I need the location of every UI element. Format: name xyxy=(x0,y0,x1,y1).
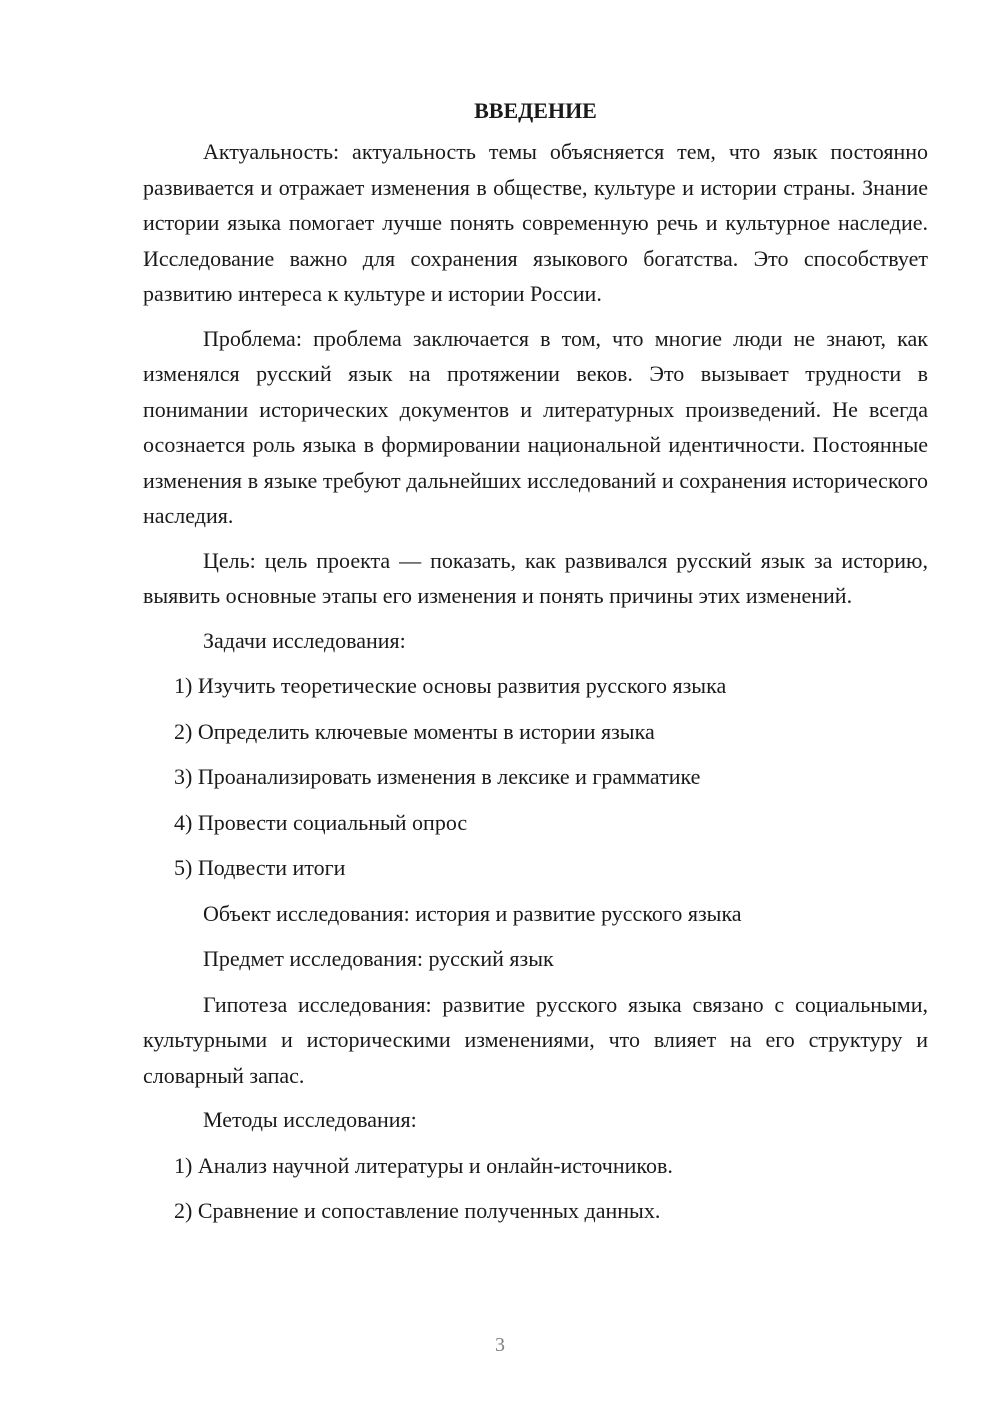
method-item: 1) Анализ научной литературы и онлайн-источников. xyxy=(174,1152,673,1178)
goal-paragraph: Цель: цель проекта — показать, как развивался русский язык за историю, выявить основные этапы его изменения и понять причины этих изменений. xyxy=(143,547,928,608)
paragraph-gap xyxy=(143,312,928,321)
paragraph-gap xyxy=(143,534,928,543)
document-page xyxy=(143,94,928,1239)
section-title: ВВЕДЕНИЕ xyxy=(474,98,597,123)
page-number: 3 xyxy=(495,1334,505,1356)
hypothesis-paragraph: Гипотеза исследования: развитие русского языка связано с социальными, культурными и историческими изменениями, что влияет на его структуру и словарный запас. xyxy=(143,991,928,1088)
relevance-paragraph: Актуальность: актуальность темы объясняется тем, что язык постоянно развивается и отражает изменения в обществе, культуре и истории страны. Знание истории языка помогает лучше понять современную речь и культурное наследие. Исследование важно для сохранения языкового богатства. Это способствует развитию интереса к культуре и истории России. xyxy=(143,139,928,306)
task-item: 5) Подвести итоги xyxy=(174,855,346,880)
method-item: 2) Сравнение и сопоставление полученных данных. xyxy=(174,1198,661,1223)
task-item: 4) Провести социальный опрос xyxy=(174,809,468,835)
tasks-heading: Задачи исследования: xyxy=(203,627,406,653)
research-object: Объект исследования: история и развитие русского языка xyxy=(203,900,742,926)
task-item: 3) Проанализировать изменения в лексике и грамматике xyxy=(174,764,701,789)
methods-heading: Методы исследования: xyxy=(203,1107,417,1132)
task-item: 2) Определить ключевые моменты в истории языка xyxy=(174,718,655,744)
paragraph-gap xyxy=(143,614,928,623)
research-subject: Предмет исследования: русский язык xyxy=(203,946,554,971)
problem-paragraph: Проблема: проблема заключается в том, что многие люди не знают, как изменялся русский язык на протяжении веков. Это вызывает трудности в понимании исторических документов и литературных произведений. Не всегда осознается роль языка в формировании национальной идентичности. Постоянные изменения в языке требуют дальнейших исследований и сохранения исторического наследия. xyxy=(143,325,928,528)
paragraph-gap xyxy=(143,1093,928,1102)
task-item: 1) Изучить теоретические основы развития русского языка xyxy=(174,673,727,698)
